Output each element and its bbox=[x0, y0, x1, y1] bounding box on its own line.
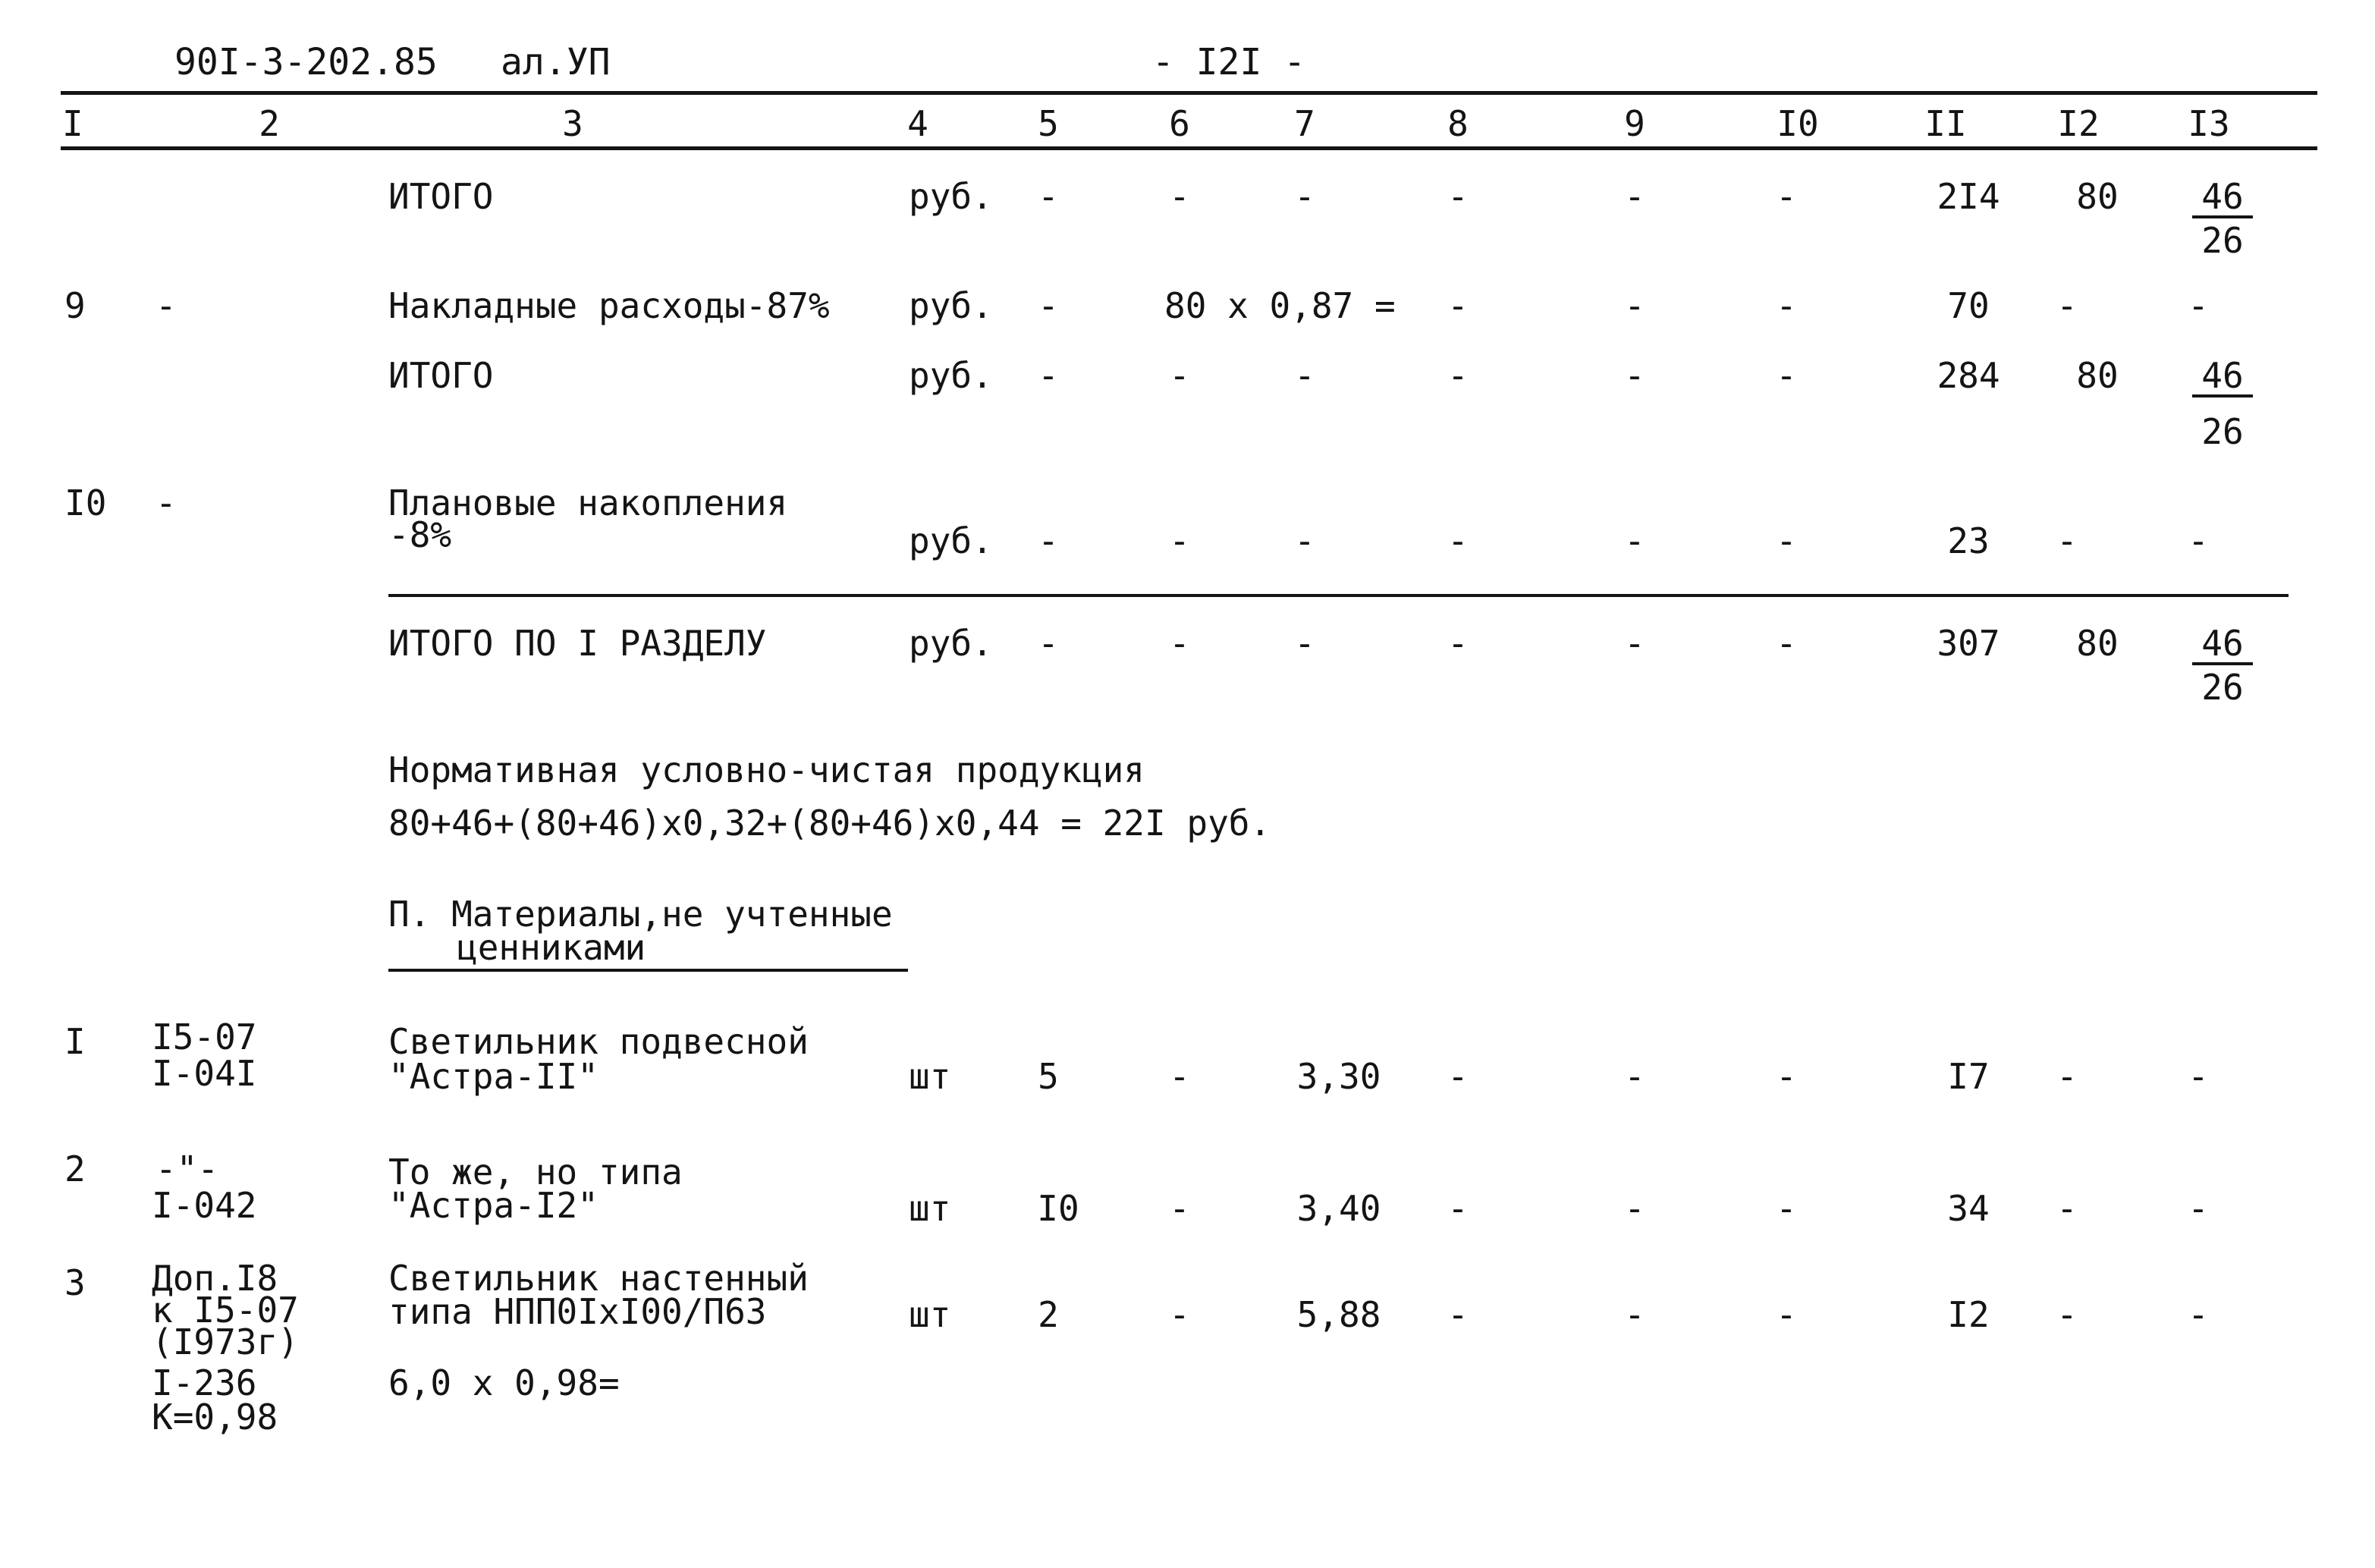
row-code: I5-07 bbox=[152, 1017, 257, 1057]
row-unit: шт bbox=[909, 1056, 951, 1097]
cell-col12: - bbox=[2056, 1188, 2078, 1229]
cell: - bbox=[1776, 355, 1797, 396]
cell-col13: - bbox=[2188, 1294, 2209, 1335]
cell: - bbox=[1169, 1056, 1190, 1097]
section-title: П. Материалы,не учтенные bbox=[388, 894, 893, 935]
cell: - bbox=[1447, 1056, 1469, 1097]
cell: - bbox=[1447, 520, 1469, 561]
row-qty: I0 bbox=[1037, 1188, 1079, 1229]
row-code: - bbox=[156, 285, 177, 326]
row-unit: шт bbox=[909, 1294, 951, 1335]
cell-col12: - bbox=[2056, 285, 2078, 326]
row-number: 2 bbox=[64, 1149, 86, 1189]
cell-total: 284 bbox=[1937, 355, 2000, 396]
cell: - bbox=[1776, 623, 1797, 664]
cell-col12: - bbox=[2056, 1294, 2078, 1335]
cell: - bbox=[1038, 520, 1059, 561]
row-name: Плановые накопления bbox=[388, 482, 788, 523]
cell: - bbox=[1169, 176, 1190, 217]
cell-total: 34 bbox=[1947, 1188, 1990, 1229]
fraction-value bbox=[2192, 176, 2253, 261]
cell: - bbox=[1624, 1056, 1645, 1097]
column-header: II bbox=[1924, 103, 1967, 144]
cell: - bbox=[1169, 1294, 1190, 1335]
cell-total: 307 bbox=[1937, 623, 2000, 664]
row-qty: 2 bbox=[1038, 1294, 1059, 1335]
cell: - bbox=[1294, 623, 1315, 664]
cell: - bbox=[1447, 1188, 1469, 1229]
column-header: I bbox=[62, 103, 83, 144]
cell-col13: - bbox=[2188, 520, 2209, 561]
fraction-numerator: 46 bbox=[2192, 179, 2253, 218]
normative-formula: 80+46+(80+46)х0,32+(80+46)х0,44 = 22I руб. bbox=[388, 803, 1271, 844]
row-formula: 80 х 0,87 = bbox=[1164, 285, 1396, 326]
row-unit: руб. bbox=[909, 285, 993, 326]
fraction-denominator: 26 bbox=[2201, 220, 2244, 261]
cell: - bbox=[1038, 285, 1059, 326]
row-unit: руб. bbox=[909, 623, 993, 664]
cell-total: 23 bbox=[1947, 520, 1990, 561]
cell: - bbox=[1776, 1056, 1797, 1097]
column-header: I3 bbox=[2188, 103, 2230, 144]
row-name-cont: "Астра-I2" bbox=[388, 1185, 598, 1226]
cell: - bbox=[1447, 355, 1469, 396]
row-name-cont: -8% bbox=[388, 514, 452, 555]
cell: - bbox=[1038, 623, 1059, 664]
row-name-cont: "Астра-II" bbox=[388, 1056, 598, 1097]
row-price: 5,88 bbox=[1296, 1294, 1381, 1335]
row-code-cont: к I5-07 bbox=[152, 1290, 299, 1331]
row-code-cont: I-236 bbox=[152, 1362, 257, 1403]
section-total-rule bbox=[388, 594, 2289, 597]
cell-col13: - bbox=[2188, 1056, 2209, 1097]
row-unit: руб. bbox=[909, 520, 993, 561]
cell: - bbox=[1776, 176, 1797, 217]
column-header: 3 bbox=[562, 103, 583, 144]
cell-col13: - bbox=[2188, 285, 2209, 326]
row-code: -"- bbox=[156, 1149, 219, 1189]
cell: - bbox=[1447, 623, 1469, 664]
cell: - bbox=[1169, 1188, 1190, 1229]
cell: - bbox=[1447, 1294, 1469, 1335]
cell: - bbox=[1038, 176, 1059, 217]
section-title-cont: ценниками bbox=[457, 927, 646, 968]
cell-col13: - bbox=[2188, 1188, 2209, 1229]
row-code: Доп.I8 bbox=[152, 1258, 278, 1299]
fraction-value bbox=[2192, 355, 2253, 452]
cell-total: I2 bbox=[1947, 1294, 1990, 1335]
row-note: 6,0 х 0,98= bbox=[388, 1362, 620, 1403]
row-name: Светильник настенный bbox=[388, 1258, 809, 1299]
row-unit: шт bbox=[909, 1188, 951, 1229]
row-code-cont: I-042 bbox=[152, 1185, 257, 1226]
cell: - bbox=[1624, 1188, 1645, 1229]
row-name: ИТОГО bbox=[388, 176, 494, 217]
cell-total: 2I4 bbox=[1937, 176, 2000, 217]
cell: - bbox=[1624, 355, 1645, 396]
column-header: 8 bbox=[1447, 103, 1469, 144]
cell-total: I7 bbox=[1947, 1056, 1990, 1097]
row-qty: 5 bbox=[1038, 1056, 1059, 1097]
cell-col12: 80 bbox=[2076, 176, 2119, 217]
cell-col12: 80 bbox=[2076, 355, 2119, 396]
cell: - bbox=[1624, 176, 1645, 217]
row-name: Накладные расходы-87% bbox=[388, 285, 830, 326]
fraction-numerator: 46 bbox=[2192, 358, 2253, 397]
cell: - bbox=[1038, 355, 1059, 396]
fraction-denominator: 26 bbox=[2201, 411, 2244, 452]
column-header: 7 bbox=[1294, 103, 1315, 144]
normative-title: Нормативная условно-чистая продукция bbox=[388, 749, 1145, 790]
cell: - bbox=[1776, 285, 1797, 326]
column-header: 9 bbox=[1624, 103, 1645, 144]
header-rule bbox=[61, 146, 2317, 150]
row-name: ИТОГО ПО I РАЗДЕЛУ bbox=[388, 623, 767, 664]
cell: - bbox=[1294, 520, 1315, 561]
cell: - bbox=[1776, 520, 1797, 561]
row-number: 3 bbox=[64, 1262, 86, 1303]
cell: - bbox=[1776, 1188, 1797, 1229]
cell: - bbox=[1776, 1294, 1797, 1335]
cell: - bbox=[1294, 355, 1315, 396]
column-header: 5 bbox=[1038, 103, 1059, 144]
cell: - bbox=[1624, 1294, 1645, 1335]
cell-col12: - bbox=[2056, 520, 2078, 561]
cell: - bbox=[1169, 520, 1190, 561]
row-code-cont: К=0,98 bbox=[152, 1397, 278, 1438]
fraction-numerator: 46 bbox=[2192, 626, 2253, 665]
page-number: - I2I - bbox=[1151, 41, 1306, 83]
cell: - bbox=[1624, 623, 1645, 664]
fraction-denominator: 26 bbox=[2201, 667, 2244, 708]
document-code: 90I-3-202.85 bbox=[174, 41, 438, 83]
cell-total: 70 bbox=[1947, 285, 1990, 326]
row-name-cont: типа НПП0IхI00/П63 bbox=[388, 1291, 767, 1332]
row-unit: руб. bbox=[909, 176, 993, 217]
album-label: ал.УП bbox=[501, 41, 611, 83]
row-unit: руб. bbox=[909, 355, 993, 396]
row-name: То же, но типа bbox=[388, 1152, 683, 1192]
cell: - bbox=[1624, 520, 1645, 561]
top-rule bbox=[61, 91, 2317, 95]
row-code-cont: (I973г) bbox=[152, 1321, 299, 1362]
cell: - bbox=[1169, 355, 1190, 396]
cell: - bbox=[1169, 623, 1190, 664]
section-title-underline bbox=[388, 969, 908, 972]
row-name: ИТОГО bbox=[388, 355, 494, 396]
cell: - bbox=[1294, 176, 1315, 217]
row-name: Светильник подвесной bbox=[388, 1021, 809, 1062]
cell: - bbox=[1447, 285, 1469, 326]
row-number: 9 bbox=[64, 285, 86, 326]
row-code: - bbox=[156, 482, 177, 523]
cell: - bbox=[1624, 285, 1645, 326]
row-code-cont: I-04I bbox=[152, 1053, 257, 1094]
row-price: 3,40 bbox=[1296, 1188, 1381, 1229]
column-header: 2 bbox=[259, 103, 280, 144]
column-header: 6 bbox=[1169, 103, 1190, 144]
column-header: 4 bbox=[907, 103, 928, 144]
row-number: I bbox=[64, 1021, 86, 1062]
fraction-value bbox=[2192, 623, 2253, 708]
column-header: I0 bbox=[1777, 103, 1819, 144]
cell-col12: - bbox=[2056, 1056, 2078, 1097]
column-header: I2 bbox=[2057, 103, 2100, 144]
row-number: I0 bbox=[64, 482, 107, 523]
cell: - bbox=[1447, 176, 1469, 217]
row-price: 3,30 bbox=[1296, 1056, 1381, 1097]
cell-col12: 80 bbox=[2076, 623, 2119, 664]
